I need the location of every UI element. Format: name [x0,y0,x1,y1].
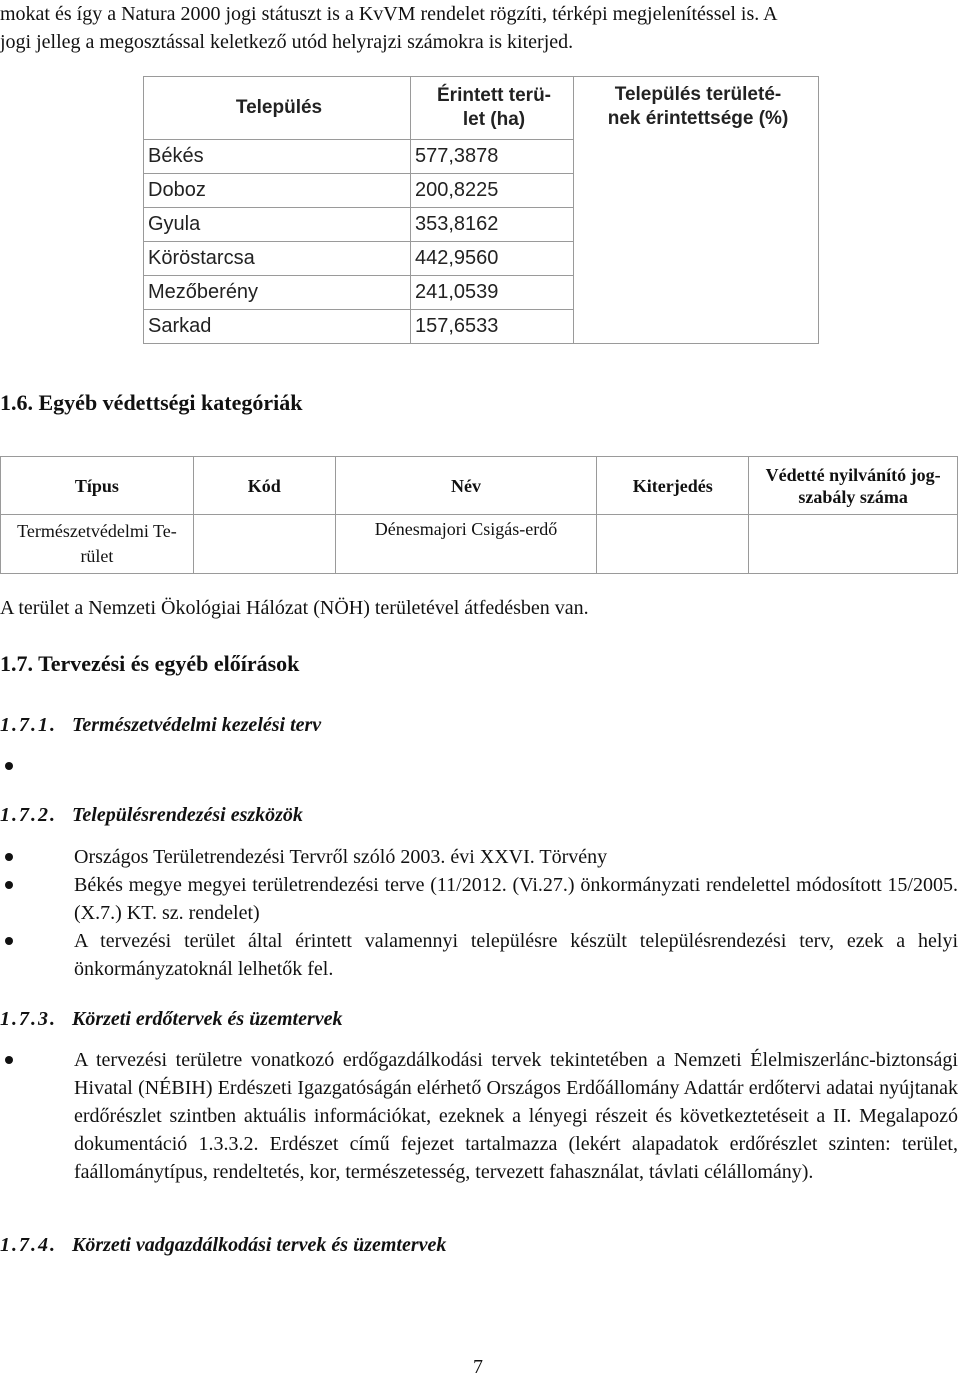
header-vedette-line1: Védetté nyilvánító jog- [765,464,941,485]
list-item [0,752,958,780]
settlement-area-table [143,76,819,344]
header-erintettseg [574,77,819,344]
table-row [1,515,958,574]
header-erintettseg-line1: Település területé- [614,84,782,105]
list-item: Országos Területrendezési Tervről szóló 2003. évi XXVI. Törvény [0,843,958,871]
page-number: 7 [473,1356,483,1378]
subheading-1-7-1 [0,714,321,737]
cell-area: 353,8162 [411,208,574,242]
header-erintettseg-line2: nek érintettsége (%) [607,108,789,129]
header-erintett-line2: let (ha) [462,109,526,130]
subheading-title: Körzeti vadgazdálkodási tervek és üzemtervek [72,1234,447,1256]
noh-paragraph: A terület a Nemzeti Ökológiai Hálózat (NÖH) területével átfedésben van. [0,597,589,619]
intro-line-2: jogi jelleg a megosztással keletkező utód helyrajzi számokra is kiterjed. [0,31,574,53]
list-item: Békés megye megyei területrendezési terve (11/2012. (Vi.27.) önkormányzati rendelettel módosított 15/2005. (X.7.) KT. sz. rendelet) [0,871,958,927]
table-header-row [144,77,819,140]
subheading-number: 1.7.1. [0,714,57,736]
empty-bullet-list [0,752,958,780]
cell-area: 241,0539 [411,276,574,310]
cell-kod [193,515,335,574]
subheading-number: 1.7.3. [0,1008,57,1030]
cell-name: Doboz [144,174,411,208]
cell-name: Köröstarcsa [144,242,411,276]
section-heading-1-7: 1.7. Tervezési és egyéb előírások [0,651,300,676]
table-header-row [1,457,958,515]
subheading-title: Körzeti erdőtervek és üzemtervek [72,1008,343,1030]
cell-tipus [1,515,194,574]
cell-tipus-line1: Természetvédelmi Te- [17,521,177,541]
cell-name: Békés [144,140,411,174]
planning-tools-list [0,843,958,983]
cell-kiterjedes [597,515,749,574]
cell-area: 157,6533 [411,310,574,344]
list-item: A tervezési területre vonatkozó erdőgazdálkodási tervek tekintetében a Nemzeti Élelmiszerlánc-biztonsági Hivatal (NÉBIH) Erdészeti Igazgatóságán elérhető Országos Erdőállomány Adattár erdőtervi adatai nyújtanak erdőrészlet szintben aktuális információkat, ezeknek a lényegi részeit és következtetéseit a II. Megalapozó dokumentáció 1.3.3.2. Erdészet című fejezet tartalmazza (lekért alapadatok erdőrészlet szinten: terület, faállománytípus, rendeltetés, kor, természetesség, tervezett fahasználat, távlati célállomány). [0,1046,958,1186]
header-erintett-terulet [411,77,574,140]
cell-vedette [749,515,958,574]
header-nev: Név [335,457,597,515]
subheading-number: 1.7.4. [0,1234,57,1256]
subheading-number: 1.7.2. [0,804,57,826]
subheading-title: Természetvédelmi kezelési terv [72,714,322,736]
header-vedette-line2: szabály száma [798,486,908,507]
subheading-1-7-4 [0,1234,446,1257]
subheading-1-7-2 [0,804,303,827]
section-heading-1-6: 1.6. Egyéb védettségi kategóriák [0,390,303,415]
cell-nev: Dénesmajori Csigás-erdő [335,515,597,574]
intro-line-1: mokat és így a Natura 2000 jogi státuszt is a KvVM rendelet rögzíti, térképi megjelenítéssel is. A [0,3,778,25]
header-kiterjedes: Kiterjedés [597,457,749,515]
forest-plans-list [0,1046,958,1186]
cell-area: 200,8225 [411,174,574,208]
cell-tipus-line2: rület [80,546,114,566]
cell-name: Gyula [144,208,411,242]
subheading-title: Településrendezési eszközök [72,804,303,826]
cell-area: 442,9560 [411,242,574,276]
intro-paragraph [0,0,958,56]
subheading-1-7-3 [0,1008,343,1031]
cell-name: Mezőberény [144,276,411,310]
cell-area: 577,3878 [411,140,574,174]
header-vedette [749,457,958,515]
list-item: A tervezési terület által érintett valamennyi településre készült településrendezési terv, ezek a helyi önkormányzatoknál lelhetők fel. [0,927,958,983]
header-erintett-line1: Érintett terü- [437,85,551,106]
protection-category-table [0,456,958,574]
header-tipus: Típus [1,457,194,515]
header-telepules: Település [144,77,411,140]
header-kod: Kód [193,457,335,515]
cell-name: Sarkad [144,310,411,344]
